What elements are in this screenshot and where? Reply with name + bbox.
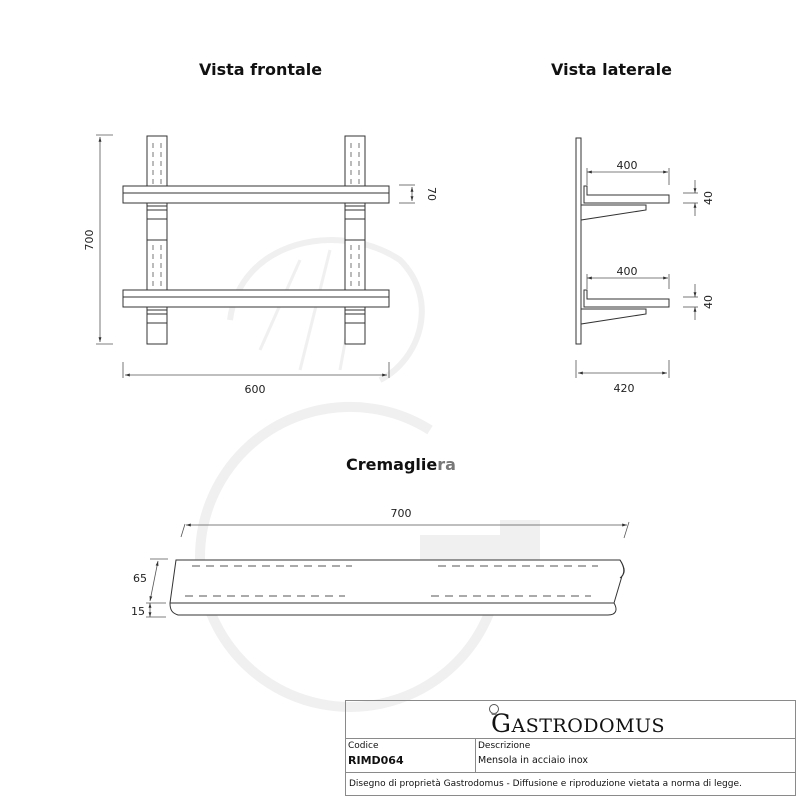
rack-view-title bbox=[346, 455, 456, 474]
title-block-logo bbox=[346, 701, 795, 739]
brand-name: GASTRODOMUS bbox=[491, 709, 666, 738]
rack-view bbox=[170, 560, 624, 615]
side-lower-depth-label: 400 bbox=[616, 265, 638, 278]
code-label: Codice bbox=[348, 741, 379, 751]
description-cell bbox=[476, 739, 795, 772]
side-view-title: Vista laterale bbox=[551, 60, 672, 79]
rack-title-main: Cremaglie bbox=[346, 455, 438, 474]
front-shelf-thickness-label: 70 bbox=[425, 187, 438, 201]
description-value: Mensola in acciaio inox bbox=[478, 755, 588, 766]
rack-title-faded: ra bbox=[437, 455, 456, 474]
side-upper-thickness-label: 40 bbox=[702, 191, 715, 205]
title-block bbox=[345, 700, 796, 796]
rack-height-label: 65 bbox=[133, 572, 147, 585]
rack-lip-label: 15 bbox=[131, 605, 145, 618]
front-dimensions bbox=[96, 135, 415, 378]
title-block-info-row bbox=[346, 739, 795, 773]
front-height-label: 700 bbox=[83, 229, 96, 251]
side-upper-depth-label: 400 bbox=[616, 159, 638, 172]
code-cell bbox=[346, 739, 476, 772]
front-view bbox=[123, 136, 389, 344]
code-value: RIMD064 bbox=[348, 754, 404, 767]
copyright-notice: Disegno di proprietà Gastrodomus - Diffusione e riproduzione vietata a norma di legge. bbox=[349, 779, 742, 789]
front-view-title: Vista frontale bbox=[199, 60, 323, 79]
side-lower-thickness-label: 40 bbox=[702, 295, 715, 309]
rack-length-label: 700 bbox=[390, 507, 412, 520]
side-total-depth-label: 420 bbox=[613, 382, 635, 395]
description-label: Descrizione bbox=[478, 741, 531, 751]
front-width-label: 600 bbox=[244, 383, 266, 396]
